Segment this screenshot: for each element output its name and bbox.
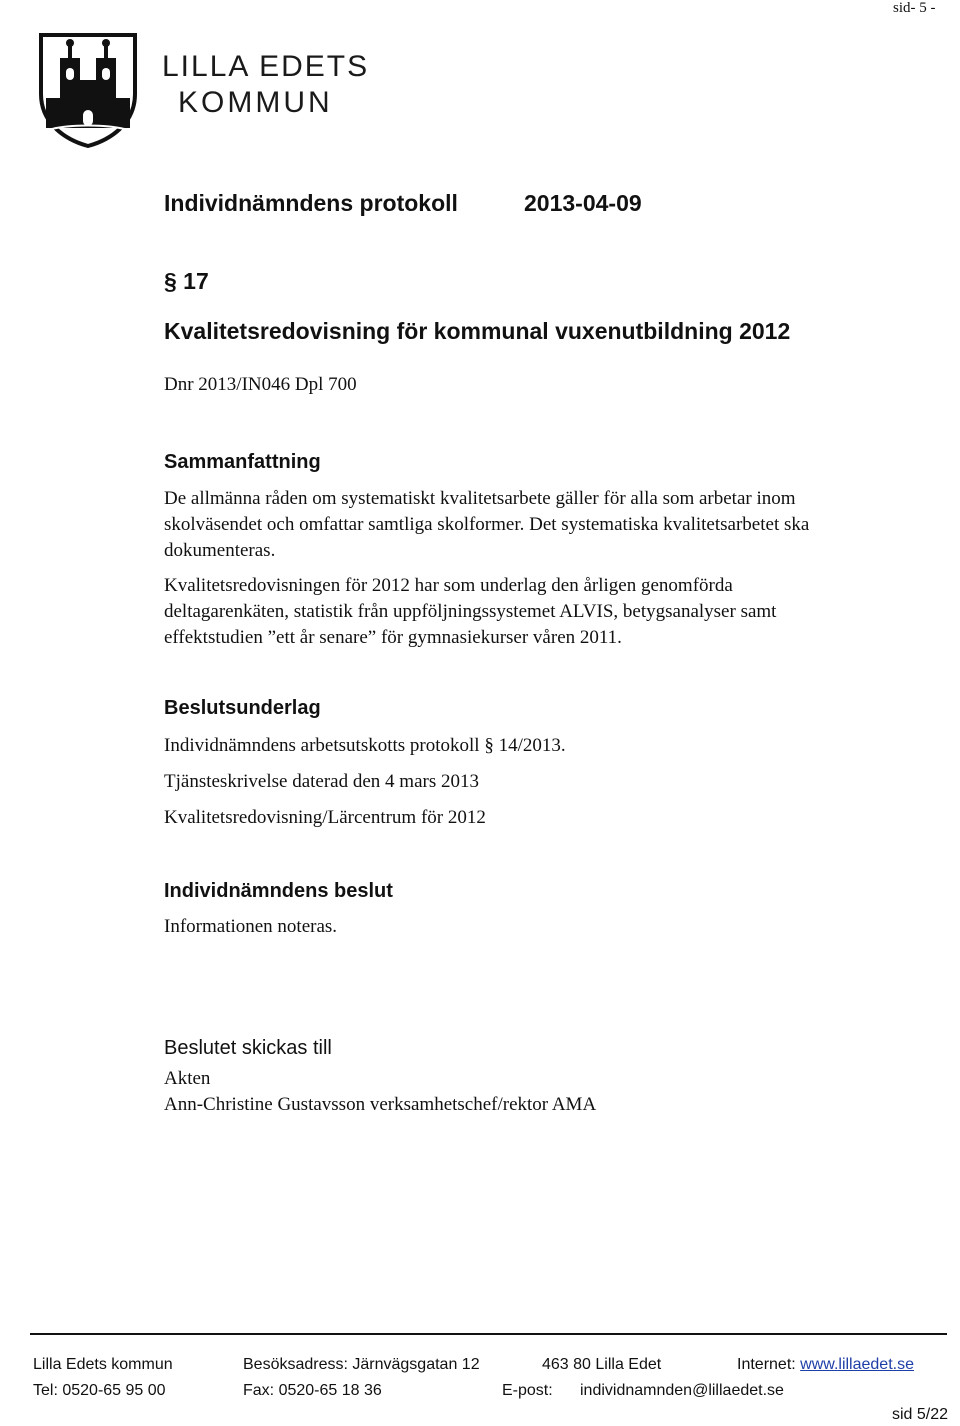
item-title: Kvalitetsredovisning för kommunal vuxenutbildning 2012 xyxy=(164,318,791,344)
text-line: De allmänna råden om systematiskt kvalitetsarbete gäller för alla som arbetar inom xyxy=(164,488,796,509)
text-line: effektstudien ”ett år senare” för gymnasiekurser våren 2011. xyxy=(164,627,622,648)
document-date: 2013-04-09 xyxy=(524,190,642,216)
footer-page-number: sid 5/22 xyxy=(892,1406,949,1423)
page-number-top: sid- 5 - xyxy=(893,0,936,16)
decision-heading: Individnämndens beslut xyxy=(164,880,393,902)
text-line: Kvalitetsredovisningen för 2012 har som underlag den årligen genomförda xyxy=(164,575,733,596)
summary-paragraph-2 xyxy=(164,573,776,651)
basis-item: Kvalitetsredovisning/Lärcentrum för 2012 xyxy=(164,807,486,828)
footer-tel: Tel: 0520-65 95 00 xyxy=(33,1382,166,1399)
text-line: skolväsendet och omfattar samtliga skolformer. Det systematiska kvalitetsarbetet ska xyxy=(164,514,810,535)
diary-number: Dnr 2013/IN046 Dpl 700 xyxy=(164,374,357,395)
text-line: dokumenteras. xyxy=(164,540,276,561)
footer-fax: Fax: 0520-65 18 36 xyxy=(243,1382,382,1399)
footer-divider xyxy=(30,1333,947,1335)
footer-email-label: E-post: xyxy=(502,1382,553,1399)
recipient-item: Ann-Christine Gustavsson verksamhetschef/rektor AMA xyxy=(164,1094,597,1115)
basis-item: Tjänsteskrivelse daterad den 4 mars 2013 xyxy=(164,771,479,792)
footer-visit-address: Besöksadress: Järnvägsgatan 12 xyxy=(243,1356,480,1373)
document-title: Individnämndens protokoll xyxy=(164,190,458,216)
footer-org: Lilla Edets kommun xyxy=(33,1356,173,1373)
footer-web-label: Internet: xyxy=(737,1356,796,1373)
footer-web-link[interactable]: www.lillaedet.se xyxy=(800,1356,914,1373)
footer-email: individnamnden@lillaedet.se xyxy=(580,1382,784,1399)
municipal-crest-icon xyxy=(38,32,138,148)
paragraph-number: § 17 xyxy=(164,268,209,294)
text-line: deltagarenkäten, statistik från uppföljningssystemet ALVIS, betygsanalyser samt xyxy=(164,601,777,622)
footer-web xyxy=(737,1356,914,1374)
summary-paragraph-1 xyxy=(164,486,809,564)
recipient-item: Akten xyxy=(164,1068,211,1089)
basis-heading: Beslutsunderlag xyxy=(164,697,321,719)
summary-heading: Sammanfattning xyxy=(164,451,321,473)
organization-name-line1: LILLA EDETS xyxy=(162,50,370,83)
footer-postal-address: 463 80 Lilla Edet xyxy=(542,1356,662,1373)
basis-item: Individnämndens arbetsutskotts protokoll § 14/2013. xyxy=(164,735,566,756)
sent-to-heading: Beslutet skickas till xyxy=(164,1037,332,1059)
decision-text: Informationen noteras. xyxy=(164,916,338,937)
organization-name-line2: KOMMUN xyxy=(178,86,333,119)
